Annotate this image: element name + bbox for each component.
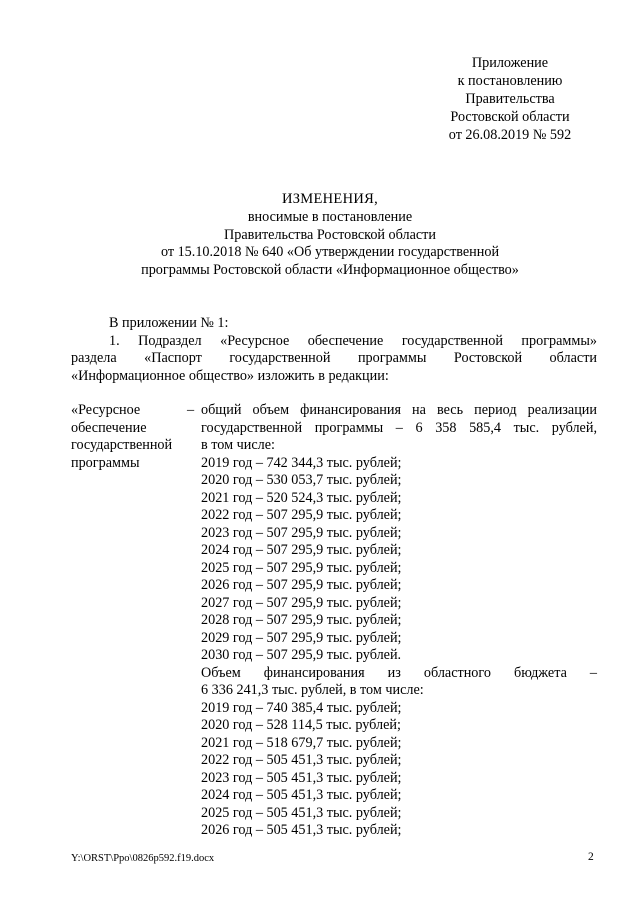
appendix-line: от 26.08.2019 № 592	[448, 127, 572, 143]
label-line: «Ресурсное	[71, 402, 141, 418]
year-line: 2030 год – 507 295,9 тыс. рублей.	[201, 647, 402, 663]
year-line: 2022 год – 507 295,9 тыс. рублей;	[201, 507, 402, 523]
label-line: государственной	[71, 437, 173, 453]
year-line: 2029 год – 507 295,9 тыс. рублей;	[201, 629, 402, 646]
document-heading	[60, 190, 600, 279]
intro-line: 1. Подраздел «Ресурсное обеспечение государственной программы»	[109, 332, 597, 349]
intro-paragraph	[71, 315, 597, 385]
total-line: государственной программы – 6 358 585,4 тыс. рублей,	[201, 419, 597, 436]
footer-file-path: Y:\ORST\Ppo\0826p592.f19.docx	[71, 853, 215, 864]
label-line: обеспечение	[71, 419, 147, 436]
year-line: 2024 год – 507 295,9 тыс. рублей;	[201, 542, 402, 558]
year-line: 2026 год – 507 295,9 тыс. рублей;	[201, 577, 402, 593]
intro-line: «Информационное общество» изложить в редакции:	[71, 367, 389, 384]
year-line: 2021 год – 520 524,3 тыс. рублей;	[201, 489, 402, 506]
page-number: 2	[588, 851, 594, 863]
heading-line: программы Ростовской области «Информационное общество»	[141, 261, 519, 278]
appendix-header	[400, 54, 620, 144]
regional-line: 6 336 241,3 тыс. рублей, в том числе:	[201, 682, 424, 698]
intro-line: раздела «Паспорт государственной программы Ростовской области	[71, 350, 597, 366]
heading-line: вносимые в постановление	[247, 209, 413, 225]
year-line: 2028 год – 507 295,9 тыс. рублей;	[201, 612, 402, 628]
year-line: 2027 год – 507 295,9 тыс. рублей;	[201, 594, 402, 611]
year-line: 2019 год – 740 385,4 тыс. рублей;	[201, 699, 402, 716]
heading-line: Правительства Ростовской области	[224, 226, 436, 243]
year-line: 2026 год – 505 451,3 тыс. рублей;	[201, 822, 402, 838]
year-line: 2023 год – 507 295,9 тыс. рублей;	[201, 524, 402, 541]
year-line: 2025 год – 505 451,3 тыс. рублей;	[201, 804, 402, 821]
appendix-line: Приложение	[471, 55, 549, 71]
year-line: 2023 год – 505 451,3 тыс. рублей;	[201, 769, 402, 786]
total-line: в том числе:	[201, 437, 275, 453]
appendix-line: к постановлению	[457, 73, 563, 89]
appendix-line: Правительства	[465, 91, 555, 107]
total-line: общий объем финансирования на весь период реализации	[201, 402, 597, 418]
intro-line: В приложении № 1:	[109, 315, 229, 331]
label-dash: –	[187, 402, 195, 418]
year-line: 2021 год – 518 679,7 тыс. рублей;	[201, 734, 402, 751]
passport-content	[201, 402, 597, 840]
label-line: программы	[71, 454, 140, 471]
year-line: 2022 год – 505 451,3 тыс. рублей;	[201, 752, 402, 768]
year-line: 2020 год – 528 114,5 тыс. рублей;	[201, 717, 401, 733]
year-line: 2025 год – 507 295,9 тыс. рублей;	[201, 559, 402, 576]
regional-line: Объем финансирования из областного бюджета –	[201, 664, 597, 681]
heading-title: ИЗМЕНЕНИЯ,	[281, 191, 379, 207]
year-line: 2020 год – 530 053,7 тыс. рублей;	[201, 472, 402, 488]
year-line: 2019 год – 742 344,3 тыс. рублей;	[201, 454, 402, 471]
passport-label	[71, 402, 183, 472]
appendix-line: Ростовской области	[450, 109, 570, 125]
year-line: 2024 год – 505 451,3 тыс. рублей;	[201, 787, 402, 803]
heading-line: от 15.10.2018 № 640 «Об утверждении государственной	[160, 244, 500, 260]
